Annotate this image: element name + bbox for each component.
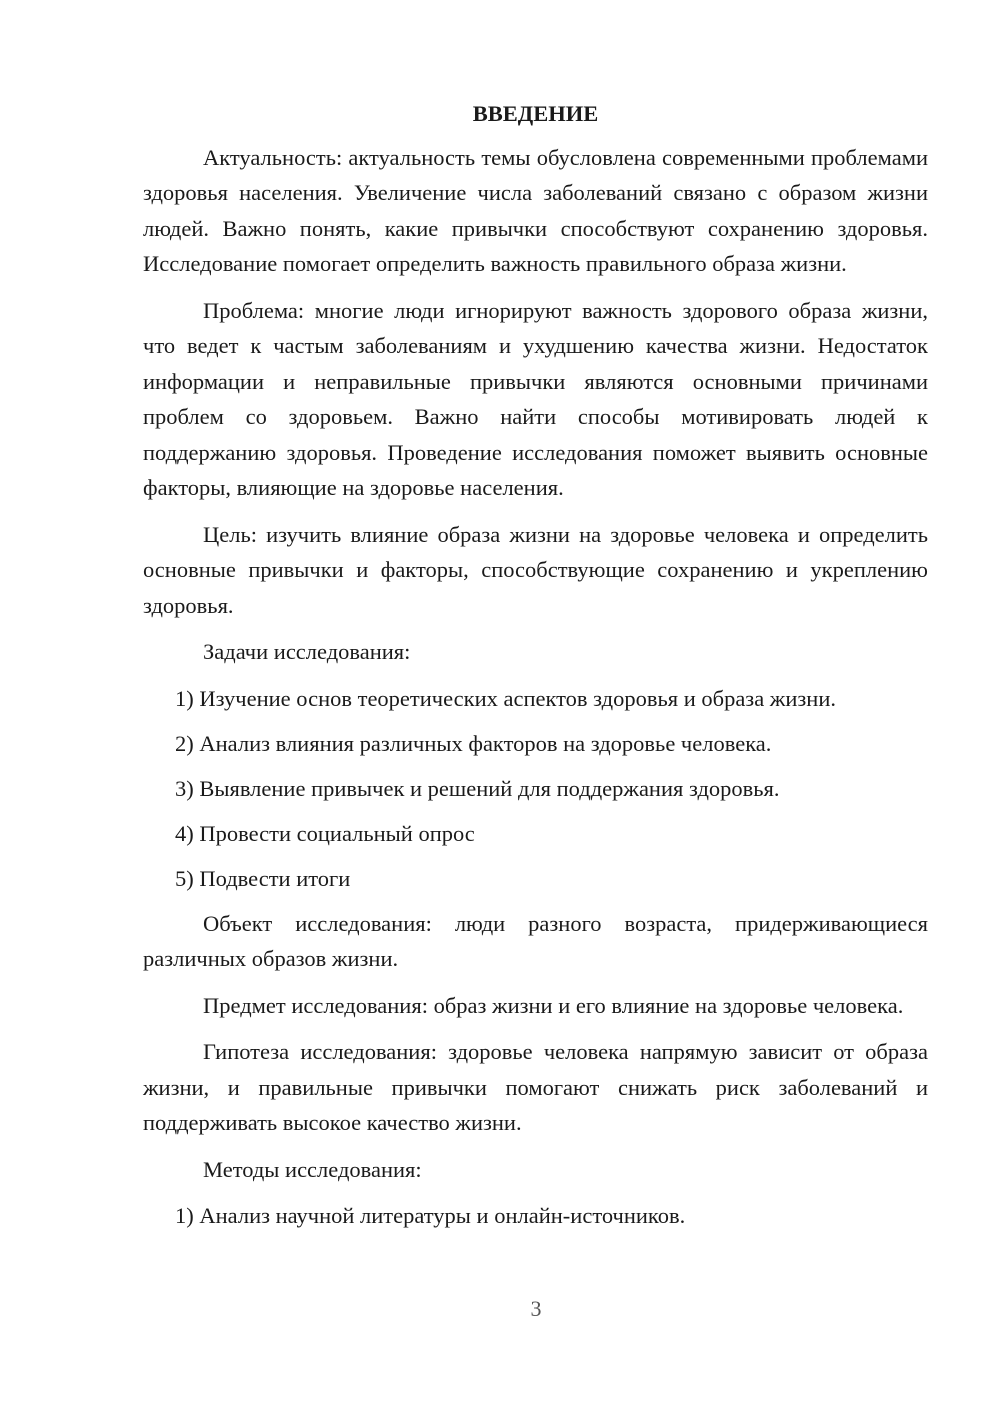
- page-number: 3: [530, 1296, 542, 1321]
- methods-heading: Методы исследования:: [203, 1156, 422, 1182]
- list-item: 5) Подвести итоги: [175, 865, 351, 891]
- tasks-list: [143, 681, 928, 897]
- tasks-heading: Задачи исследования:: [203, 639, 411, 664]
- page-title: ВВЕДЕНИЕ: [472, 101, 599, 126]
- list-item: 1) Анализ научной литературы и онлайн-источников.: [175, 1203, 686, 1228]
- paragraph-problem: Проблема: многие люди игнорируют важность здорового образа жизни, что ведет к частым заболеваниям и ухудшению качества жизни. Недостаток информации и неправильные привычки являются основными причинами проблем со здоровьем. Важно найти способы мотивировать людей к поддержанию здоровья. Проведение исследования поможет выявить основные факторы, влияющие на здоровье населения.: [143, 297, 928, 500]
- paragraph-subject: Предмет исследования: образ жизни и его влияние на здоровье человека.: [203, 992, 904, 1018]
- paragraph-goal: Цель: изучить влияние образа жизни на здоровье человека и определить основные привычки и факторы, способствующие сохранению и укреплению здоровья.: [143, 521, 928, 618]
- paragraph-hypothesis: Гипотеза исследования: здоровье человека напрямую зависит от образа жизни, и правильные привычки помогают снижать риск заболеваний и поддерживать высокое качество жизни.: [143, 1039, 928, 1135]
- list-item: 3) Выявление привычек и решений для поддержания здоровья.: [175, 775, 780, 801]
- list-item: 4) Провести социальный опрос: [175, 820, 475, 846]
- list-item: 1) Изучение основ теоретических аспектов здоровья и образа жизни.: [175, 685, 836, 711]
- list-item: 2) Анализ влияния различных факторов на здоровье человека.: [175, 730, 772, 756]
- methods-list: [143, 1198, 928, 1234]
- document-page: [143, 96, 928, 1243]
- paragraph-object: Объект исследования: люди разного возраста, придерживающиеся различных образов жизни.: [143, 910, 928, 971]
- paragraph-relevance: Актуальность: актуальность темы обусловлена современными проблемами здоровья населения. Увеличение числа заболеваний связано с образом жизни людей. Важно понять, какие привычки способствуют сохранению здоровья. Исследование помогает определить важность правильного образа жизни.: [143, 144, 928, 276]
